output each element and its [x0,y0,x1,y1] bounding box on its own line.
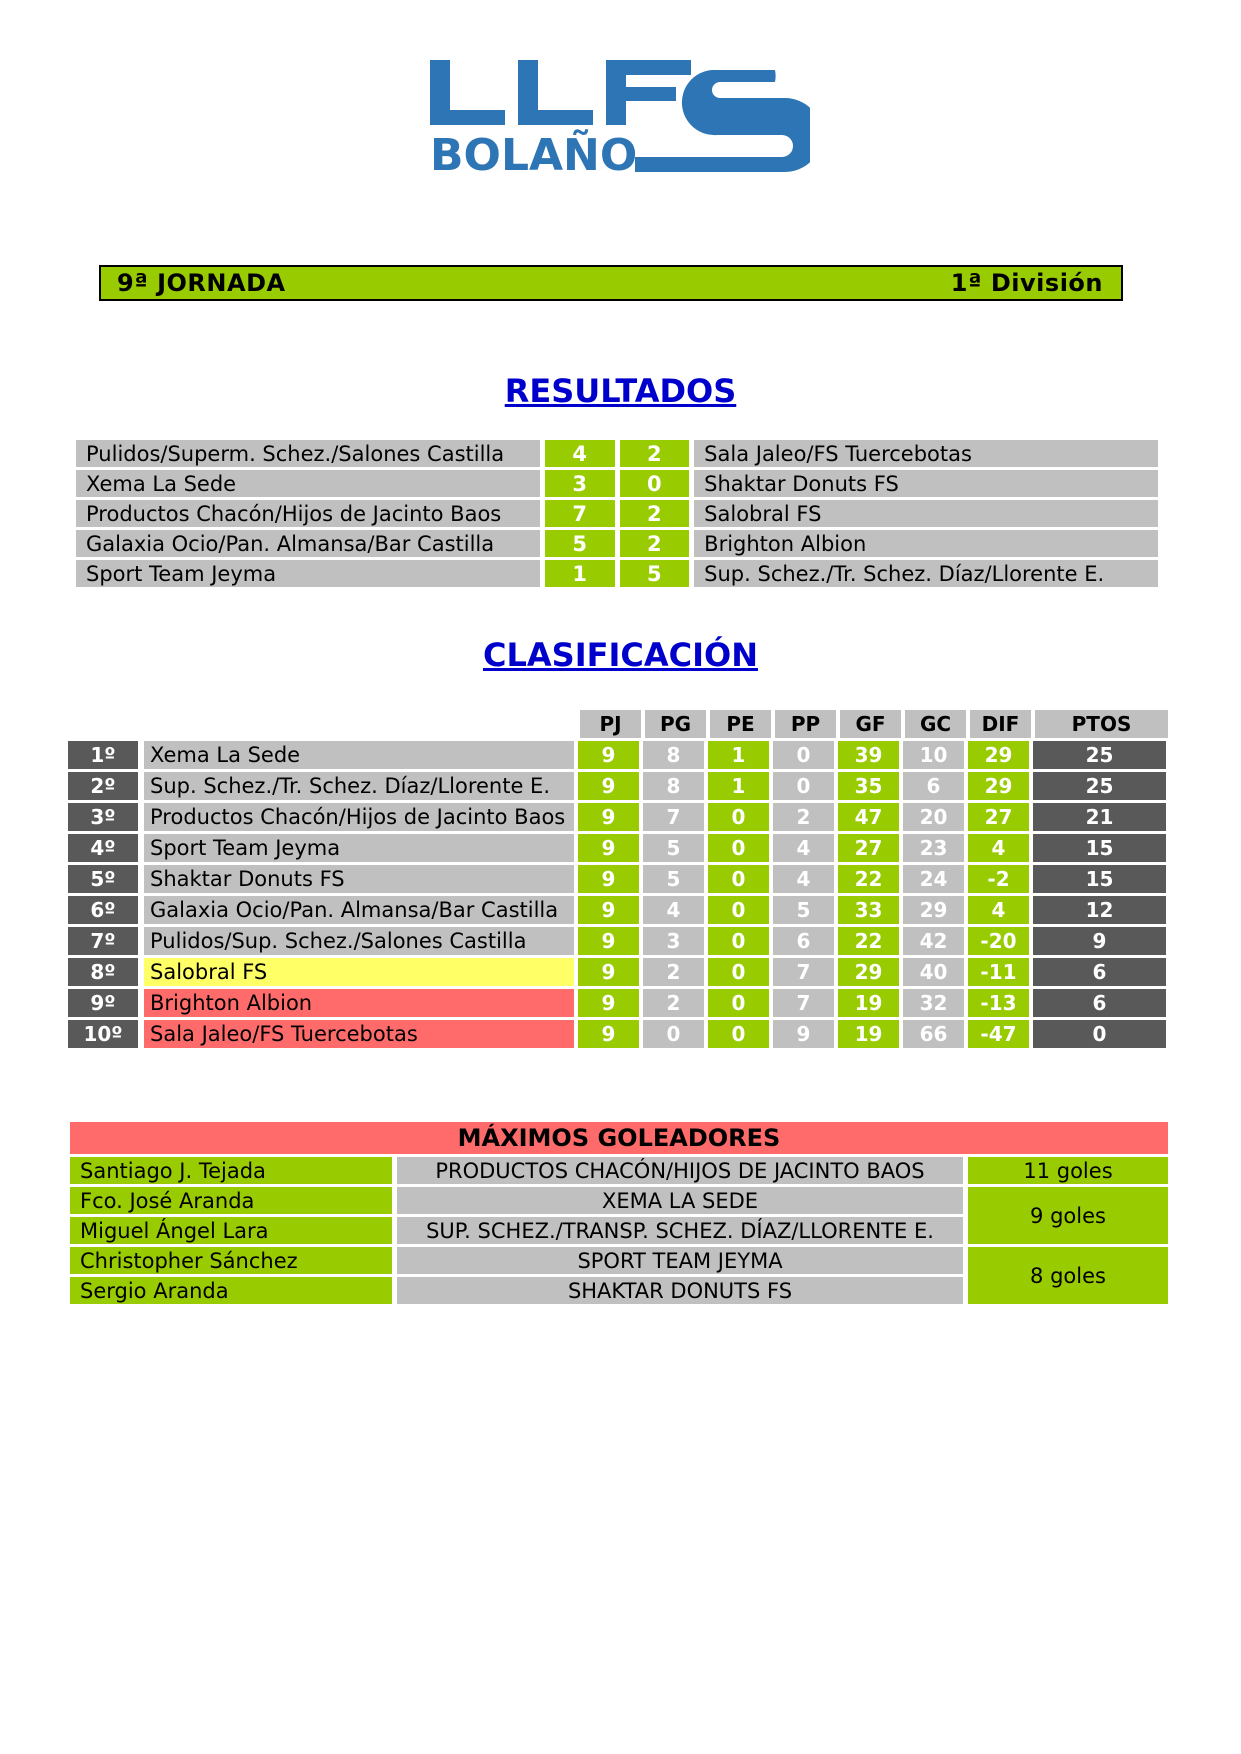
standings-header-pg: PG [645,710,706,738]
pp-cell: 6 [773,927,834,955]
pp-cell: 7 [773,958,834,986]
pj-cell: 9 [578,927,639,955]
position-cell: 10º [68,1020,138,1048]
home-team: Xema La Sede [76,470,540,497]
away-goals: 2 [620,440,690,467]
jornada-label: 9ª JORNADA [117,269,286,297]
position-cell: 7º [68,927,138,955]
points-cell: 25 [1033,772,1166,800]
pe-cell: 0 [708,865,769,893]
home-team: Pulidos/Superm. Schez./Salones Castilla [76,440,540,467]
pg-cell: 5 [643,834,704,862]
away-team: Shaktar Donuts FS [694,470,1158,497]
standings-header-gf: GF [840,710,901,738]
pj-cell: 9 [578,741,639,769]
home-goals: 4 [545,440,615,467]
points-cell: 15 [1033,834,1166,862]
pj-cell: 9 [578,772,639,800]
away-goals: 5 [620,560,690,587]
standings-row [68,803,1168,831]
pp-cell: 9 [773,1020,834,1048]
standings-header-pe: PE [710,710,771,738]
division-label: 1ª División [950,269,1103,297]
pp-cell: 5 [773,896,834,924]
gc-cell: 24 [903,865,964,893]
pp-cell: 7 [773,989,834,1017]
team-name-cell: Galaxia Ocio/Pan. Almansa/Bar Castilla [144,896,574,924]
away-goals: 2 [620,500,690,527]
standings-header-pj: PJ [580,710,641,738]
home-goals: 5 [545,530,615,557]
top-scorers-title: MÁXIMOS GOLEADORES [70,1122,1168,1154]
pg-cell: 3 [643,927,704,955]
points-cell: 6 [1033,958,1166,986]
result-row [76,470,1158,497]
pp-cell: 4 [773,834,834,862]
scorer-name: Miguel Ángel Lara [70,1217,392,1244]
gf-cell: 47 [838,803,899,831]
dif-cell: 27 [968,803,1029,831]
away-team: Sala Jaleo/FS Tuercebotas [694,440,1158,467]
pe-cell: 1 [708,741,769,769]
dif-cell: -11 [968,958,1029,986]
pe-cell: 0 [708,1020,769,1048]
pp-cell: 4 [773,865,834,893]
pg-cell: 7 [643,803,704,831]
points-cell: 6 [1033,989,1166,1017]
standings-header-gc: GC [905,710,966,738]
pj-cell: 9 [578,1020,639,1048]
points-cell: 9 [1033,927,1166,955]
standings-header-pp: PP [775,710,836,738]
standings-row [68,896,1168,924]
gf-cell: 35 [838,772,899,800]
gf-cell: 29 [838,958,899,986]
logo-bolano-text: BOLAÑO [430,130,638,181]
home-goals: 7 [545,500,615,527]
points-cell: 12 [1033,896,1166,924]
standings-row [68,989,1168,1017]
position-cell: 9º [68,989,138,1017]
gc-cell: 29 [903,896,964,924]
points-cell: 25 [1033,741,1166,769]
team-name-cell: Sup. Schez./Tr. Schez. Díaz/Llorente E. [144,772,574,800]
gf-cell: 39 [838,741,899,769]
position-cell: 5º [68,865,138,893]
points-cell: 15 [1033,865,1166,893]
jornada-header-bar [99,265,1123,301]
gc-cell: 20 [903,803,964,831]
pj-cell: 9 [578,834,639,862]
gc-cell: 40 [903,958,964,986]
dif-cell: -2 [968,865,1029,893]
result-row [76,440,1158,467]
away-team: Sup. Schez./Tr. Schez. Díaz/Llorente E. [694,560,1158,587]
pg-cell: 5 [643,865,704,893]
position-cell: 4º [68,834,138,862]
pg-cell: 0 [643,1020,704,1048]
gf-cell: 22 [838,927,899,955]
top-scorers-body [70,1157,1168,1304]
pp-cell: 2 [773,803,834,831]
home-goals: 1 [545,560,615,587]
pj-cell: 9 [578,865,639,893]
position-cell: 2º [68,772,138,800]
pe-cell: 0 [708,803,769,831]
llfs-bolano-logo [430,60,810,200]
scorer-name: Sergio Aranda [70,1277,392,1304]
standings-header-dif: DIF [970,710,1031,738]
position-cell: 3º [68,803,138,831]
pj-cell: 9 [578,803,639,831]
pe-cell: 0 [708,927,769,955]
away-team: Salobral FS [694,500,1158,527]
points-cell: 0 [1033,1020,1166,1048]
pg-cell: 8 [643,741,704,769]
goals-cell: 9 goles [968,1187,1168,1244]
team-name-cell: Sala Jaleo/FS Tuercebotas [144,1020,574,1048]
pp-cell: 0 [773,772,834,800]
standings-row [68,927,1168,955]
scorer-name: Fco. José Aranda [70,1187,392,1214]
goals-cell: 8 goles [968,1247,1168,1304]
gc-cell: 66 [903,1020,964,1048]
results-table [76,440,1158,590]
pe-cell: 0 [708,834,769,862]
team-name-cell: Pulidos/Sup. Schez./Salones Castilla [144,927,574,955]
standings-row [68,772,1168,800]
scorer-team: SPORT TEAM JEYMA [397,1247,963,1274]
pg-cell: 4 [643,896,704,924]
away-goals: 2 [620,530,690,557]
position-cell: 1º [68,741,138,769]
pe-cell: 0 [708,958,769,986]
standings-title: CLASIFICACIÓN [483,636,758,674]
position-cell: 8º [68,958,138,986]
team-name-cell: Brighton Albion [144,989,574,1017]
away-goals: 0 [620,470,690,497]
standings-header-row [68,710,1168,738]
home-team: Productos Chacón/Hijos de Jacinto Baos [76,500,540,527]
gf-cell: 19 [838,989,899,1017]
top-scorers-table [70,1122,1168,1307]
standings-row [68,1020,1168,1048]
pj-cell: 9 [578,989,639,1017]
home-goals: 3 [545,470,615,497]
pg-cell: 2 [643,989,704,1017]
scorer-team: XEMA LA SEDE [397,1187,963,1214]
pg-cell: 2 [643,958,704,986]
goals-cell: 11 goles [968,1157,1168,1184]
team-name-cell: Shaktar Donuts FS [144,865,574,893]
standings-header-ptos: PTOS [1035,710,1168,738]
gf-cell: 27 [838,834,899,862]
results-title: RESULTADOS [504,372,737,410]
pj-cell: 9 [578,896,639,924]
dif-cell: 4 [968,834,1029,862]
points-cell: 21 [1033,803,1166,831]
standings-row [68,834,1168,862]
scorer-team: SUP. SCHEZ./TRANSP. SCHEZ. DÍAZ/LLORENTE E. [397,1217,963,1244]
dif-cell: -13 [968,989,1029,1017]
pg-cell: 8 [643,772,704,800]
team-name-cell: Salobral FS [144,958,574,986]
home-team: Sport Team Jeyma [76,560,540,587]
gc-cell: 23 [903,834,964,862]
scorer-team: PRODUCTOS CHACÓN/HIJOS DE JACINTO BAOS [397,1157,963,1184]
dif-cell: 29 [968,741,1029,769]
standings-row [68,741,1168,769]
home-team: Galaxia Ocio/Pan. Almansa/Bar Castilla [76,530,540,557]
gf-cell: 33 [838,896,899,924]
dif-cell: -20 [968,927,1029,955]
standings-table [68,710,1168,1051]
pe-cell: 1 [708,772,769,800]
gc-cell: 10 [903,741,964,769]
team-name-cell: Xema La Sede [144,741,574,769]
gc-cell: 6 [903,772,964,800]
gf-cell: 22 [838,865,899,893]
result-row [76,500,1158,527]
position-cell: 6º [68,896,138,924]
standings-row [68,865,1168,893]
pj-cell: 9 [578,958,639,986]
pe-cell: 0 [708,989,769,1017]
team-name-cell: Productos Chacón/Hijos de Jacinto Baos [144,803,574,831]
standings-row [68,958,1168,986]
result-row [76,560,1158,587]
result-row [76,530,1158,557]
scorer-team: SHAKTAR DONUTS FS [397,1277,963,1304]
gc-cell: 42 [903,927,964,955]
scorer-name: Santiago J. Tejada [70,1157,392,1184]
dif-cell: -47 [968,1020,1029,1048]
dif-cell: 4 [968,896,1029,924]
team-name-cell: Sport Team Jeyma [144,834,574,862]
pe-cell: 0 [708,896,769,924]
gc-cell: 32 [903,989,964,1017]
gf-cell: 19 [838,1020,899,1048]
away-team: Brighton Albion [694,530,1158,557]
scorer-name: Christopher Sánchez [70,1247,392,1274]
dif-cell: 29 [968,772,1029,800]
pp-cell: 0 [773,741,834,769]
